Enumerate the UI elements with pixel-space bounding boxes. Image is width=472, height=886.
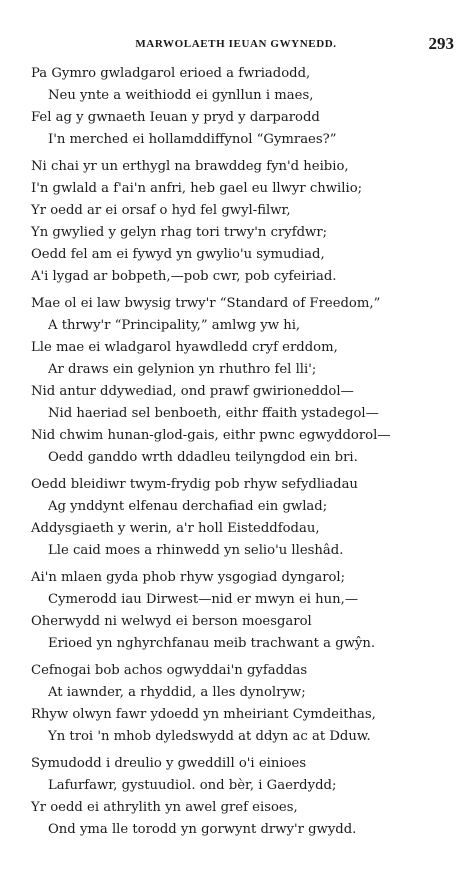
stanza bbox=[31, 567, 456, 655]
verse-line: Mae ol ei law bwysig trwy'r “Standard of Freedom,” bbox=[31, 296, 381, 311]
verse-line: Lle mae ei wladgarol hyawdledd cryf erddom, bbox=[31, 340, 338, 355]
verse-line: Ni chai yr un erthygl na brawddeg fyn'd heibio, bbox=[31, 159, 349, 174]
stanza bbox=[31, 660, 456, 748]
verse-line: Cymerodd iau Dirwest—nid er mwyn ei hun,— bbox=[48, 592, 359, 607]
verse-line: A thrwy'r “Principality,” amlwg yw hi, bbox=[48, 318, 301, 333]
verse-line: Oedd fel am ei fywyd yn gwylio'u symudiad, bbox=[31, 247, 325, 262]
verse-line: Symudodd i dreulio y gweddill o'i einioes bbox=[31, 756, 307, 771]
verse-line: Yr oedd ar ei orsaf o hyd fel gwyl-filwr, bbox=[31, 203, 291, 218]
verse-line: Nid antur ddywediad, ond prawf gwirioneddol— bbox=[31, 384, 354, 399]
running-head bbox=[0, 34, 472, 56]
verse-line: Rhyw olwyn fawr ydoedd yn mheiriant Cymdeithas, bbox=[31, 707, 376, 722]
verse-line: Oherwydd ni welwyd ei berson moesgarol bbox=[31, 614, 312, 629]
poem-body bbox=[31, 63, 456, 846]
verse-line: Ond yma lle torodd yn gorwynt drwy'r gwydd. bbox=[48, 822, 357, 837]
verse-line: Yn troi 'n mhob dyledswydd at ddyn ac at Dduw. bbox=[48, 729, 371, 744]
stanza bbox=[31, 293, 456, 469]
verse-line: Cefnogai bob achos ogwyddai'n gyfaddas bbox=[31, 663, 308, 678]
verse-line: Neu ynte a weithiodd ei gynllun i maes, bbox=[48, 88, 314, 103]
stanza bbox=[31, 474, 456, 562]
verse-line: I'n merched ei hollamddiffynol “Gymraes?” bbox=[48, 132, 337, 147]
verse-line: At iawnder, a rhyddid, a lles dynolryw; bbox=[48, 685, 306, 700]
verse-line: Ai'n mlaen gyda phob rhyw ysgogiad dyngarol; bbox=[31, 570, 346, 585]
verse-line: Lle caid moes a rhinwedd yn selio'u lleshâd. bbox=[48, 543, 344, 558]
verse-line: Pa Gymro gwladgarol erioed a fwriadodd, bbox=[31, 66, 311, 81]
verse-line: Ag ynddynt elfenau derchafiad ein gwlad; bbox=[48, 499, 328, 514]
stanza bbox=[31, 63, 456, 151]
verse-line: Nid chwim hunan-glod-gais, eithr pwnc egwyddorol— bbox=[31, 428, 391, 443]
verse-line: I'n gwlald a f'ai'n anfri, heb gael eu llwyr chwilio; bbox=[31, 181, 363, 196]
stanza bbox=[31, 156, 456, 288]
verse-line: Erioed yn nghyrchfanau meib trachwant a gwŷn. bbox=[48, 636, 376, 651]
verse-line: A'i lygad ar bobpeth,—pob cwr, pob cyfeiriad. bbox=[31, 269, 337, 284]
verse-line: Lafurfawr, gystuudiol. ond bèr, i Gaerdydd; bbox=[48, 778, 337, 793]
verse-line: Ar draws ein gelynion yn rhuthro fel lli'; bbox=[48, 362, 317, 377]
verse-line: Yn gwylied y gelyn rhag tori trwy'n cryfdwr; bbox=[31, 225, 328, 240]
stanza bbox=[31, 753, 456, 841]
verse-line: Nid haeriad sel benboeth, eithr ffaith ystadegol— bbox=[48, 406, 379, 421]
verse-line: Oedd ganddo wrth ddadleu teilyngdod ein bri. bbox=[48, 450, 358, 465]
verse-line: Yr oedd ei athrylith yn awel gref eisoes, bbox=[31, 800, 298, 815]
page-number: 293 bbox=[428, 34, 454, 53]
verse-line: Oedd bleidiwr twym-frydig pob rhyw sefydliadau bbox=[31, 477, 358, 492]
verse-line: Addysgiaeth y werin, a'r holl Eisteddfodau, bbox=[31, 521, 320, 536]
running-title: MARWOLAETH IEUAN GWYNEDD. bbox=[135, 38, 337, 50]
verse-line: Fel ag y gwnaeth Ieuan y pryd y darparodd bbox=[31, 110, 320, 125]
